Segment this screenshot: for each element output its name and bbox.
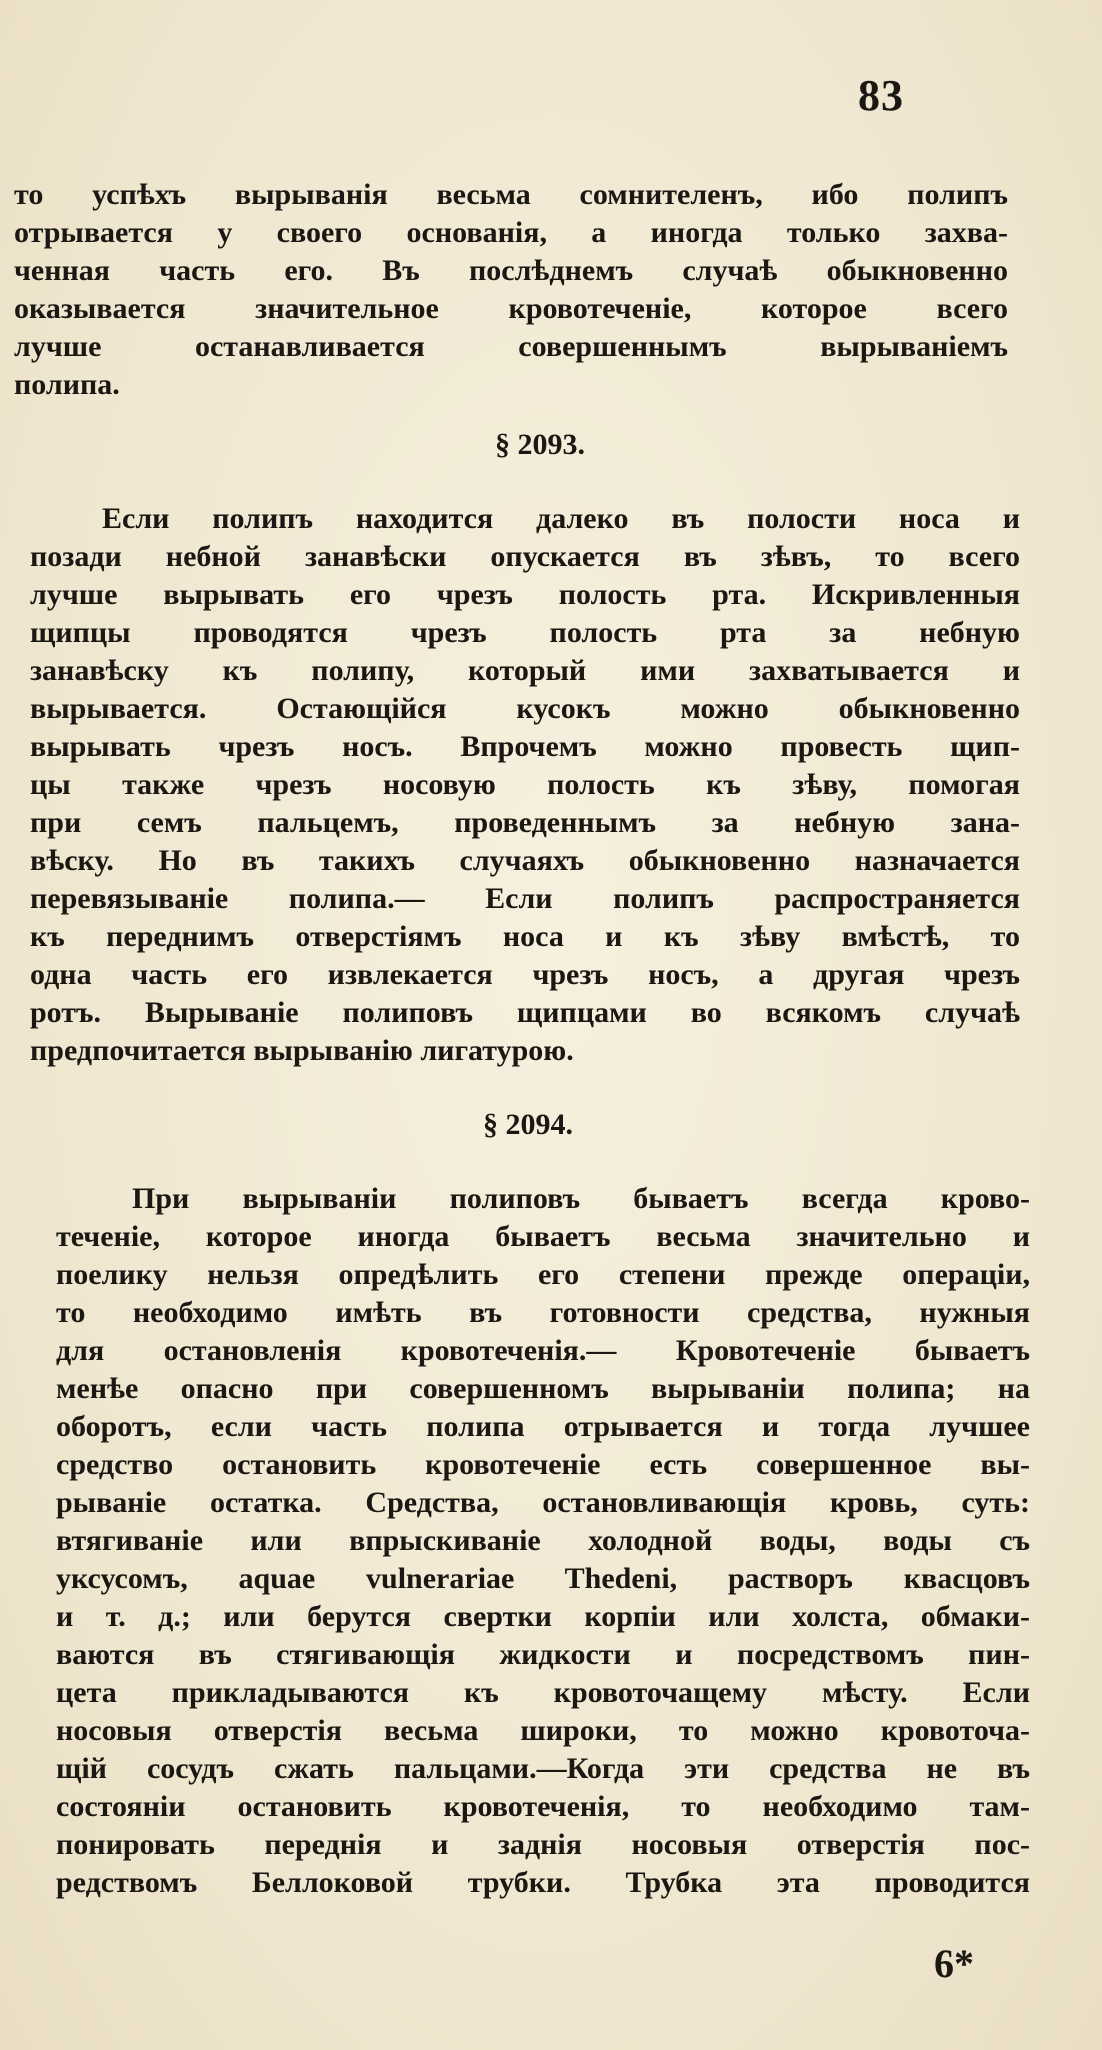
text-line: менѣе опасно при совершенномъ вырываніи полипа; на [56, 1372, 1030, 1405]
text-line: при семъ пальцемъ, проведеннымъ за небную зана- [30, 806, 1020, 839]
signature-mark: 6* [934, 1941, 974, 1986]
text-line: оборотъ, если часть полипа отрывается и тогда лучшее [56, 1410, 1030, 1443]
text-line: средство остановить кровотеченіе есть совершенное вы- [56, 1448, 1030, 1481]
text-line: и т. д.; или берутся свертки корпіи или холста, обмаки- [56, 1600, 1030, 1633]
text-line: вѣску. Но въ такихъ случаяхъ обыкновенно назначается [30, 844, 1020, 877]
text-line: занавѣску къ полипу, который ими захватывается и [30, 654, 1020, 687]
text-line: вырывается. Остающійся кусокъ можно обыкновенно [30, 692, 1020, 725]
text-line: то необходимо имѣть въ готовности средства, нужныя [56, 1296, 1030, 1329]
paragraph-continuation [14, 176, 1008, 404]
text-line: носовыя отверстія весьма широки, то можно кровоточа- [56, 1714, 1030, 1747]
text-line: щипцы проводятся чрезъ полость рта за небную [30, 616, 1020, 649]
text-line: понировать переднія и заднія носовыя отверстія пос- [56, 1828, 1030, 1861]
text-line: цы также чрезъ носовую полость къ зѣву, помогая [30, 768, 1020, 801]
text-line: состояніи остановить кровотеченія, то необходимо там- [56, 1790, 1030, 1823]
text-line: оказывается значительное кровотеченіе, которое всего [14, 292, 1008, 325]
text-line: одна часть его извлекается чрезъ носъ, а другая чрезъ [30, 958, 1020, 991]
text-line: то успѣхъ вырыванія весьма сомнителенъ, ибо полипъ [14, 178, 1008, 211]
text-line: рываніе остатка. Средства, остановливающія кровь, суть: [56, 1486, 1030, 1519]
text-line: щій сосудъ сжать пальцами.—Когда эти средства не въ [56, 1752, 1030, 1785]
text-line: ваются въ стягивающія жидкости и посредствомъ пин- [56, 1638, 1030, 1671]
text-line: позади небной занавѣски опускается въ зѣвъ, то всего [30, 540, 1020, 573]
text-line: теченіе, которое иногда бываетъ весьма значительно и [56, 1220, 1030, 1253]
text-line: ротъ. Вырываніе полиповъ щипцами во всякомъ случаѣ [30, 996, 1020, 1029]
text-line: отрывается у своего основанія, а иногда только захва- [14, 216, 1008, 249]
text-line: поелику нельзя опредѣлить его степени прежде операціи, [56, 1258, 1030, 1291]
text-line: перевязываніе полипа.— Если полипъ распространяется [30, 882, 1020, 915]
text-line: редствомъ Беллоковой трубки. Трубка эта проводится [56, 1866, 1030, 1899]
paragraph-2094 [56, 1180, 1030, 1902]
section-heading-2093: § 2093. [495, 428, 585, 461]
text-line: лучше останавливается совершеннымъ вырываніемъ [14, 330, 1008, 363]
text-line: При вырываніи полиповъ бываетъ всегда крово- [132, 1182, 1030, 1215]
page-number: 83 [858, 71, 904, 120]
text-line: для остановленія кровотеченія.— Кровотеченіе бываетъ [56, 1334, 1030, 1367]
text-line: уксусомъ, aquae vulnerariae Thedeni, растворъ квасцовъ [56, 1562, 1030, 1595]
text-line: Если полипъ находится далеко въ полости носа и [102, 502, 1020, 535]
text-line: предпочитается вырыванію лигатурою. [30, 1034, 574, 1067]
text-line: ченная часть его. Въ послѣднемъ случаѣ обыкновенно [14, 254, 1008, 287]
text-line: вырывать чрезъ носъ. Впрочемъ можно провесть щип- [30, 730, 1020, 763]
text-line: къ переднимъ отверстіямъ носа и къ зѣву вмѣстѣ, то [30, 920, 1020, 953]
section-heading-2094: § 2094. [483, 1108, 573, 1141]
text-line: втягиваніе или впрыскиваніе холодной воды, воды съ [56, 1524, 1030, 1557]
paragraph-2093 [30, 500, 1020, 1070]
text-line: цета прикладываются къ кровоточащему мѣсту. Если [56, 1676, 1030, 1709]
text-line: лучше вырывать его чрезъ полость рта. Искривленныя [30, 578, 1020, 611]
text-line: полипа. [14, 368, 120, 401]
